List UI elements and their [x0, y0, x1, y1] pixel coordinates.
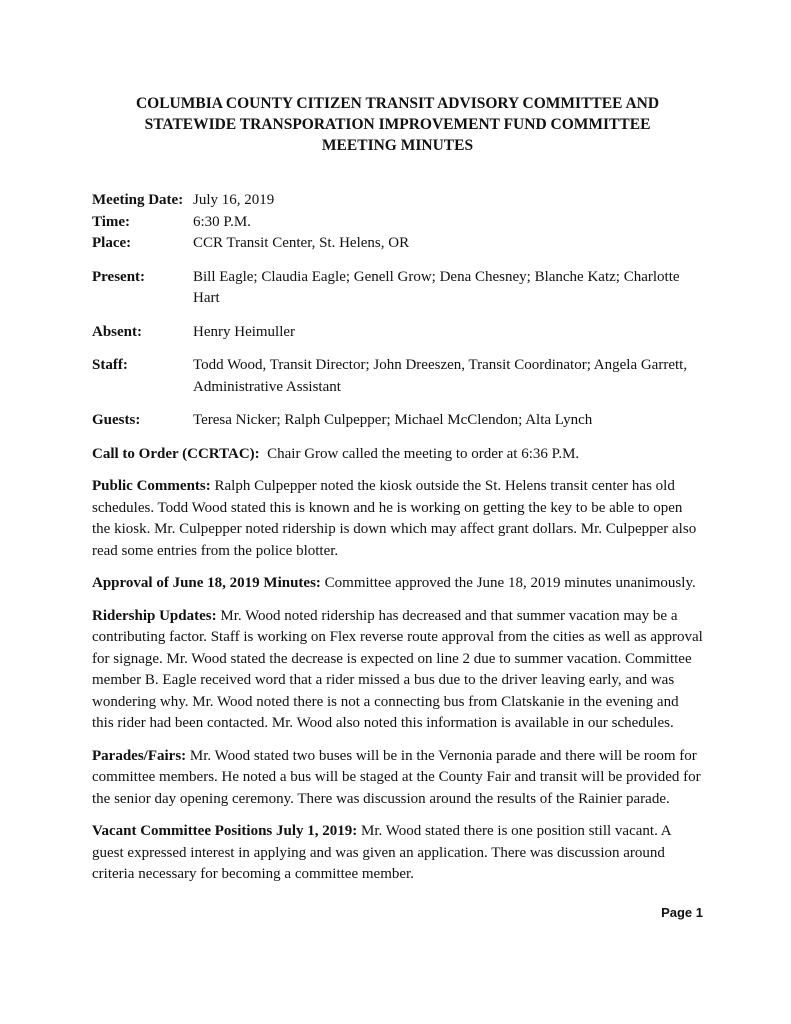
call-to-order-heading: Call to Order (CCRTAC): — [92, 445, 260, 462]
section-vacant-positions — [92, 821, 703, 886]
section-approval-of-minutes — [92, 573, 703, 595]
document-title — [92, 93, 703, 156]
vacant-positions-heading: Vacant Committee Positions July 1, 2019: — [92, 823, 358, 839]
title-line-2: STATEWIDE TRANSPORATION IMPROVEMENT FUND COMMITTEE — [144, 116, 651, 133]
section-public-comments — [92, 476, 703, 562]
staff-value: Todd Wood, Transit Director; John Dreeszen, Transit Coordinator; Angela Garrett, Administrative Assistant — [193, 357, 688, 395]
title-line-3: MEETING MINUTES — [321, 137, 474, 154]
parades-heading: Parades/Fairs: — [92, 747, 187, 764]
absent-value: Henry Heimuller — [193, 323, 296, 340]
present-value: Bill Eagle; Claudia Eagle; Genell Grow; Dena Chesney; Blanche Katz; Charlotte Hart — [193, 268, 680, 306]
guests-label: Guests: — [92, 412, 141, 428]
time-label: Time: — [92, 213, 131, 230]
meta-row-absent — [92, 322, 703, 344]
page-number: Page 1 — [661, 904, 703, 920]
ridership-heading: Ridership Updates: — [92, 607, 217, 624]
vacant-positions-text: Mr. Wood stated there is one position still vacant. A guest expressed interest in applying and was given an application. There was discussion around criteria necessary for becoming a committee member. — [92, 823, 671, 882]
meta-row-staff — [92, 355, 703, 398]
staff-label: Staff: — [92, 357, 128, 373]
approval-text: Committee approved the June 18, 2019 minutes unanimously. — [324, 575, 696, 591]
approval-heading: Approval of June 18, 2019 Minutes: — [92, 575, 321, 591]
absent-label: Absent: — [92, 323, 143, 340]
place-value: CCR Transit Center, St. Helens, OR — [193, 235, 410, 251]
meta-row-guests — [92, 410, 703, 432]
present-label: Present: — [92, 268, 146, 285]
public-comments-heading: Public Comments: — [92, 478, 211, 494]
section-parades-fairs — [92, 746, 703, 811]
public-comments-text: Ralph Culpepper noted the kiosk outside the St. Helens transit center has old schedules. Todd Wood stated this is known and he is working on getting the key to be able to open the kiosk. Mr. Culpepper noted ridership is down which may affect grant dollars. Mr. Culpepper also read some entries from the police blotter. — [92, 478, 697, 559]
section-call-to-order — [92, 444, 703, 466]
meta-row-meeting-date — [92, 190, 703, 212]
parades-text: Mr. Wood stated two buses will be in the Vernonia parade and there will be room for committee members. He noted a bus will be staged at the County Fair and transit will be provided for the senior day opening ceremony. There was discussion around the results of the Rainier parade. — [92, 747, 701, 807]
call-to-order-text: Chair Grow called the meeting to order at 6:36 P.M. — [267, 445, 580, 462]
guests-value: Teresa Nicker; Ralph Culpepper; Michael McClendon; Alta Lynch — [193, 412, 593, 428]
meta-row-present — [92, 267, 703, 310]
meeting-date-value: July 16, 2019 — [193, 192, 275, 208]
title-line-1: COLUMBIA COUNTY CITIZEN TRANSIT ADVISORY COMMITTEE AND — [135, 95, 660, 112]
meta-row-place — [92, 233, 703, 255]
meta-row-time — [92, 212, 703, 234]
place-label: Place: — [92, 235, 132, 251]
ridership-text: Mr. Wood noted ridership has decreased and that summer vacation may be a contributing factor. Staff is working on Flex reverse route approval from the cities as well as approval for signage. Mr. Wood stated the decrease is expected on line 2 due to summer vacation. Committee member B. Eagle received word that a rider missed a bus due to the driver leaving early, and was wondering why. Mr. Wood noted there is not a connecting bus from Clatskanie in the evening and this rider had been contacted. Mr. Wood also noted this information is available in our schedules. — [92, 607, 703, 731]
meeting-date-label: Meeting Date: — [92, 192, 184, 208]
section-ridership-updates — [92, 606, 703, 735]
time-value: 6:30 P.M. — [193, 213, 251, 230]
